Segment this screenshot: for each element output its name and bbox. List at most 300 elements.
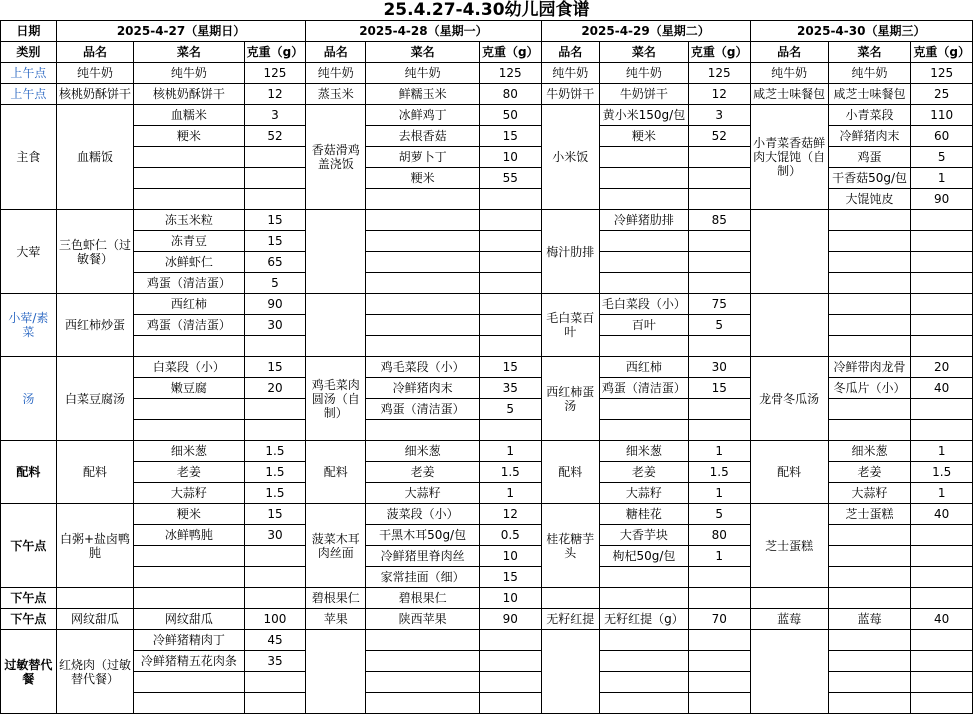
weight-cell: 5 xyxy=(911,147,973,168)
dish-cell: 蓝莓 xyxy=(750,609,828,630)
dish-cell: 小米饭 xyxy=(541,105,599,210)
ingredient-cell: 鲜糯玉米 xyxy=(366,84,480,105)
dish-cell: 龙骨冬瓜汤 xyxy=(750,357,828,441)
weight-cell xyxy=(479,294,541,315)
dish-cell xyxy=(306,630,366,714)
dish-header: 品名 xyxy=(750,42,828,63)
weight-cell xyxy=(479,336,541,357)
weight-cell xyxy=(688,672,750,693)
ingredient-cell xyxy=(599,672,688,693)
weight-cell: 10 xyxy=(479,147,541,168)
ingredient-cell xyxy=(366,336,480,357)
weight-cell xyxy=(911,231,973,252)
weight-cell xyxy=(688,588,750,609)
weight-cell: 30 xyxy=(688,357,750,378)
ingredient-header: 菜名 xyxy=(134,42,245,63)
ingredient-cell xyxy=(366,420,480,441)
ingredient-cell: 家常挂面（细） xyxy=(366,567,480,588)
weight-cell xyxy=(688,336,750,357)
ingredient-cell xyxy=(599,189,688,210)
table-row xyxy=(1,609,973,630)
weight-cell: 5 xyxy=(244,273,306,294)
ingredient-cell: 粳米 xyxy=(134,126,245,147)
dish-cell: 配料 xyxy=(56,441,133,504)
dish-cell xyxy=(750,630,828,714)
dish-cell xyxy=(541,588,599,609)
column-header-row xyxy=(1,42,973,63)
ingredient-cell xyxy=(828,567,911,588)
weight-cell xyxy=(688,168,750,189)
ingredient-cell: 陕西苹果 xyxy=(366,609,480,630)
ingredient-cell: 胡萝卜丁 xyxy=(366,147,480,168)
dish-cell: 毛白菜百叶 xyxy=(541,294,599,357)
weight-cell xyxy=(244,147,306,168)
dish-cell: 梅汁肋排 xyxy=(541,210,599,294)
ingredient-cell: 细米葱 xyxy=(599,441,688,462)
weight-cell xyxy=(688,189,750,210)
weight-cell: 12 xyxy=(688,84,750,105)
ingredient-cell xyxy=(134,588,245,609)
ingredient-cell: 细米葱 xyxy=(366,441,480,462)
weight-cell: 52 xyxy=(244,126,306,147)
ingredient-cell xyxy=(134,147,245,168)
ingredient-cell: 老姜 xyxy=(134,462,245,483)
weight-cell: 10 xyxy=(479,546,541,567)
ingredient-cell: 血糯米 xyxy=(134,105,245,126)
ingredient-cell xyxy=(828,588,911,609)
ingredient-cell: 碧根果仁 xyxy=(366,588,480,609)
weight-cell: 65 xyxy=(244,252,306,273)
dish-cell xyxy=(306,294,366,357)
weight-cell xyxy=(911,546,973,567)
weight-cell xyxy=(479,651,541,672)
ingredient-cell: 冰鲜鸭肫 xyxy=(134,525,245,546)
weight-cell xyxy=(688,252,750,273)
ingredient-cell xyxy=(828,420,911,441)
weight-cell: 10 xyxy=(479,588,541,609)
ingredient-cell: 百叶 xyxy=(599,315,688,336)
weight-cell: 125 xyxy=(479,63,541,84)
weight-header: 克重（g） xyxy=(911,42,973,63)
dish-cell: 无籽红提 xyxy=(541,609,599,630)
weight-cell xyxy=(911,294,973,315)
ingredient-cell: 西红柿 xyxy=(599,357,688,378)
weight-cell: 15 xyxy=(479,126,541,147)
ingredient-cell xyxy=(366,189,480,210)
ingredient-cell: 嫩豆腐 xyxy=(134,378,245,399)
category-cell: 下午点 xyxy=(1,609,57,630)
category-cell: 下午点 xyxy=(1,504,57,588)
ingredient-cell: 冷鲜猪肉末 xyxy=(366,378,480,399)
ingredient-header: 菜名 xyxy=(366,42,480,63)
ingredient-cell: 网纹甜瓜 xyxy=(134,609,245,630)
ingredient-cell: 咸芝士味餐包 xyxy=(828,84,911,105)
weight-cell xyxy=(244,693,306,714)
weight-cell xyxy=(479,630,541,651)
category-cell: 配料 xyxy=(1,441,57,504)
ingredient-header: 菜名 xyxy=(828,42,911,63)
table-row xyxy=(1,105,973,126)
ingredient-cell xyxy=(599,273,688,294)
weight-header: 克重（g） xyxy=(479,42,541,63)
category-cell: 大荤 xyxy=(1,210,57,294)
ingredient-cell: 大蒜籽 xyxy=(599,483,688,504)
weight-cell: 75 xyxy=(688,294,750,315)
ingredient-cell: 牛奶饼干 xyxy=(599,84,688,105)
table-row xyxy=(1,210,973,231)
menu-sheet xyxy=(0,20,973,714)
dish-cell: 西红柿蛋汤 xyxy=(541,357,599,441)
ingredient-cell: 冬瓜片（小） xyxy=(828,378,911,399)
weight-cell xyxy=(911,672,973,693)
ingredient-cell xyxy=(828,546,911,567)
date-cell: 2025-4-29（星期二） xyxy=(541,21,750,42)
ingredient-cell: 西红柿 xyxy=(134,294,245,315)
ingredient-cell xyxy=(366,252,480,273)
ingredient-cell: 细米葱 xyxy=(134,441,245,462)
weight-cell xyxy=(911,252,973,273)
category-cell: 汤 xyxy=(1,357,57,441)
weight-cell xyxy=(911,630,973,651)
weight-cell xyxy=(244,399,306,420)
weight-cell: 85 xyxy=(688,210,750,231)
weight-cell: 100 xyxy=(244,609,306,630)
weight-cell: 90 xyxy=(911,189,973,210)
date-row xyxy=(1,21,973,42)
ingredient-cell xyxy=(134,546,245,567)
ingredient-cell xyxy=(599,147,688,168)
weight-cell: 1 xyxy=(688,441,750,462)
weight-cell: 125 xyxy=(911,63,973,84)
weight-cell: 0.5 xyxy=(479,525,541,546)
weight-cell: 1 xyxy=(479,483,541,504)
category-cell: 过敏替代餐 xyxy=(1,630,57,714)
weight-cell: 35 xyxy=(244,651,306,672)
weight-cell: 15 xyxy=(244,504,306,525)
weight-cell: 90 xyxy=(479,609,541,630)
ingredient-cell xyxy=(134,693,245,714)
weight-cell: 15 xyxy=(479,357,541,378)
weight-cell: 12 xyxy=(479,504,541,525)
ingredient-cell: 纯牛奶 xyxy=(599,63,688,84)
weight-cell: 50 xyxy=(479,105,541,126)
weight-cell xyxy=(688,399,750,420)
weight-cell xyxy=(688,273,750,294)
ingredient-cell xyxy=(134,672,245,693)
ingredient-cell xyxy=(599,336,688,357)
ingredient-cell xyxy=(828,630,911,651)
weight-cell xyxy=(479,420,541,441)
table-row xyxy=(1,63,973,84)
ingredient-cell xyxy=(366,294,480,315)
weight-cell xyxy=(479,252,541,273)
dish-cell: 红烧肉（过敏替代餐） xyxy=(56,630,133,714)
ingredient-cell: 冷鲜猪里脊肉丝 xyxy=(366,546,480,567)
ingredient-cell xyxy=(366,273,480,294)
ingredient-cell xyxy=(366,651,480,672)
weight-cell: 5 xyxy=(688,315,750,336)
ingredient-cell: 老姜 xyxy=(599,462,688,483)
ingredient-cell: 糖桂花 xyxy=(599,504,688,525)
category-cell: 主食 xyxy=(1,105,57,210)
weight-cell xyxy=(688,567,750,588)
dish-cell: 网纹甜瓜 xyxy=(56,609,133,630)
ingredient-cell: 无籽红提（g） xyxy=(599,609,688,630)
table-row xyxy=(1,504,973,525)
ingredient-cell: 干香菇50g/包 xyxy=(828,168,911,189)
dish-cell: 芝士蛋糕 xyxy=(750,504,828,588)
dish-cell: 白菜豆腐汤 xyxy=(56,357,133,441)
ingredient-cell xyxy=(599,420,688,441)
dish-header: 品名 xyxy=(541,42,599,63)
dish-cell: 纯牛奶 xyxy=(306,63,366,84)
category-cell: 上午点 xyxy=(1,84,57,105)
weight-cell xyxy=(911,315,973,336)
weight-cell: 1.5 xyxy=(479,462,541,483)
weight-cell: 1.5 xyxy=(244,441,306,462)
ingredient-cell xyxy=(599,651,688,672)
ingredient-cell: 去根香菇 xyxy=(366,126,480,147)
table-row xyxy=(1,630,973,651)
ingredient-cell xyxy=(366,672,480,693)
weight-cell xyxy=(688,420,750,441)
ingredient-cell xyxy=(134,567,245,588)
weight-cell: 1.5 xyxy=(911,462,973,483)
weight-cell: 3 xyxy=(244,105,306,126)
weight-cell: 25 xyxy=(911,84,973,105)
ingredient-cell: 冷鲜猪精肉丁 xyxy=(134,630,245,651)
ingredient-cell: 毛白菜段（小） xyxy=(599,294,688,315)
weight-cell xyxy=(244,567,306,588)
ingredient-cell: 鸡蛋（清洁蛋） xyxy=(366,399,480,420)
ingredient-cell xyxy=(134,168,245,189)
ingredient-cell xyxy=(366,231,480,252)
ingredient-cell: 冷鲜猪肋排 xyxy=(599,210,688,231)
ingredient-cell: 鸡蛋（清洁蛋） xyxy=(134,315,245,336)
weight-cell: 60 xyxy=(911,126,973,147)
ingredient-cell: 冰鲜虾仁 xyxy=(134,252,245,273)
weight-cell: 55 xyxy=(479,168,541,189)
weight-cell: 3 xyxy=(688,105,750,126)
dish-cell: 配料 xyxy=(750,441,828,504)
dish-cell: 纯牛奶 xyxy=(750,63,828,84)
ingredient-cell: 枸杞50g/包 xyxy=(599,546,688,567)
dish-cell: 西红柿炒蛋 xyxy=(56,294,133,357)
table-row xyxy=(1,294,973,315)
ingredient-cell: 鸡蛋（清洁蛋） xyxy=(599,378,688,399)
weight-cell xyxy=(244,189,306,210)
weight-cell: 1 xyxy=(479,441,541,462)
dish-cell xyxy=(750,588,828,609)
weight-cell: 125 xyxy=(244,63,306,84)
ingredient-cell: 芝士蛋糕 xyxy=(828,504,911,525)
weight-cell xyxy=(479,693,541,714)
weight-cell xyxy=(911,420,973,441)
ingredient-cell xyxy=(828,252,911,273)
weight-cell xyxy=(911,567,973,588)
weight-cell: 40 xyxy=(911,378,973,399)
dish-header: 品名 xyxy=(306,42,366,63)
weight-cell: 110 xyxy=(911,105,973,126)
weight-cell xyxy=(244,672,306,693)
ingredient-cell xyxy=(828,672,911,693)
weight-cell: 1 xyxy=(688,483,750,504)
ingredient-cell xyxy=(599,567,688,588)
ingredient-cell: 纯牛奶 xyxy=(828,63,911,84)
ingredient-cell: 细米葱 xyxy=(828,441,911,462)
weight-cell xyxy=(244,546,306,567)
ingredient-cell xyxy=(366,693,480,714)
weight-cell xyxy=(911,525,973,546)
weight-cell: 1 xyxy=(911,483,973,504)
weight-cell: 40 xyxy=(911,609,973,630)
dish-cell: 血糯饭 xyxy=(56,105,133,210)
ingredient-cell xyxy=(599,588,688,609)
weight-cell xyxy=(911,651,973,672)
date-cell: 2025-4-27（星期日） xyxy=(56,21,305,42)
dish-cell xyxy=(56,588,133,609)
ingredient-cell: 老姜 xyxy=(366,462,480,483)
weight-cell xyxy=(244,420,306,441)
table-row xyxy=(1,588,973,609)
weight-cell xyxy=(911,273,973,294)
weight-cell: 15 xyxy=(244,231,306,252)
ingredient-cell xyxy=(599,630,688,651)
ingredient-cell: 大蒜籽 xyxy=(366,483,480,504)
ingredient-cell xyxy=(366,315,480,336)
ingredient-cell: 鸡毛菜段（小） xyxy=(366,357,480,378)
ingredient-cell: 冰鲜鸡丁 xyxy=(366,105,480,126)
ingredient-cell xyxy=(599,252,688,273)
weight-cell: 80 xyxy=(479,84,541,105)
ingredient-header: 菜名 xyxy=(599,42,688,63)
ingredient-cell: 鸡蛋（清洁蛋） xyxy=(134,273,245,294)
ingredient-cell: 纯牛奶 xyxy=(366,63,480,84)
dish-cell xyxy=(750,294,828,357)
weight-cell: 5 xyxy=(479,399,541,420)
date-cell: 2025-4-30（星期三） xyxy=(750,21,972,42)
menu-table xyxy=(0,20,973,714)
ingredient-cell xyxy=(828,651,911,672)
ingredient-cell: 粳米 xyxy=(366,168,480,189)
ingredient-cell xyxy=(134,420,245,441)
ingredient-cell xyxy=(134,336,245,357)
weight-cell xyxy=(911,693,973,714)
ingredient-cell: 冷鲜带肉龙骨 xyxy=(828,357,911,378)
dish-cell: 菠菜木耳肉丝面 xyxy=(306,504,366,588)
ingredient-cell: 小青菜段 xyxy=(828,105,911,126)
weight-cell: 1.5 xyxy=(244,483,306,504)
weight-cell xyxy=(911,588,973,609)
weight-cell: 35 xyxy=(479,378,541,399)
weight-cell: 30 xyxy=(244,525,306,546)
dish-cell xyxy=(306,210,366,294)
dish-cell: 配料 xyxy=(306,441,366,504)
weight-cell: 125 xyxy=(688,63,750,84)
weight-cell: 1 xyxy=(911,441,973,462)
ingredient-cell: 干黑木耳50g/包 xyxy=(366,525,480,546)
weight-cell xyxy=(479,231,541,252)
dish-cell: 纯牛奶 xyxy=(56,63,133,84)
ingredient-cell xyxy=(134,189,245,210)
ingredient-cell: 冷鲜猪精五花肉条 xyxy=(134,651,245,672)
weight-cell: 20 xyxy=(911,357,973,378)
weight-cell xyxy=(688,147,750,168)
ingredient-cell: 大蒜籽 xyxy=(134,483,245,504)
weight-cell: 52 xyxy=(688,126,750,147)
ingredient-cell: 鸡蛋 xyxy=(828,147,911,168)
ingredient-cell: 冻玉米粒 xyxy=(134,210,245,231)
ingredient-cell xyxy=(828,525,911,546)
ingredient-cell xyxy=(828,273,911,294)
dish-cell: 三色虾仁（过敏餐） xyxy=(56,210,133,294)
weight-cell xyxy=(688,651,750,672)
ingredient-cell xyxy=(366,630,480,651)
ingredient-cell: 冻青豆 xyxy=(134,231,245,252)
weight-cell xyxy=(479,189,541,210)
dish-cell: 鸡毛菜肉圆汤（自制） xyxy=(306,357,366,441)
dish-cell: 小青菜香菇鲜肉大馄饨（自制） xyxy=(750,105,828,210)
weight-cell: 15 xyxy=(244,357,306,378)
weight-cell xyxy=(911,399,973,420)
date-label: 日期 xyxy=(1,21,57,42)
ingredient-cell: 粳米 xyxy=(134,504,245,525)
dish-cell: 纯牛奶 xyxy=(541,63,599,84)
ingredient-cell xyxy=(828,315,911,336)
weight-cell: 30 xyxy=(244,315,306,336)
weight-cell xyxy=(479,210,541,231)
dish-cell: 核桃奶酥饼干 xyxy=(56,84,133,105)
dish-header: 品名 xyxy=(56,42,133,63)
category-cell: 上午点 xyxy=(1,63,57,84)
weight-cell xyxy=(688,630,750,651)
ingredient-cell: 核桃奶酥饼干 xyxy=(134,84,245,105)
ingredient-cell: 白菜段（小） xyxy=(134,357,245,378)
ingredient-cell: 大蒜籽 xyxy=(828,483,911,504)
date-cell: 2025-4-28（星期一） xyxy=(306,21,541,42)
weight-cell xyxy=(244,168,306,189)
ingredient-cell xyxy=(599,399,688,420)
ingredient-cell: 黄小米150g/包 xyxy=(599,105,688,126)
weight-cell xyxy=(911,336,973,357)
weight-cell: 1 xyxy=(911,168,973,189)
weight-header: 克重（g） xyxy=(244,42,306,63)
weight-cell: 45 xyxy=(244,630,306,651)
dish-cell: 桂花糖芋头 xyxy=(541,504,599,588)
weight-cell: 20 xyxy=(244,378,306,399)
weight-cell: 12 xyxy=(244,84,306,105)
ingredient-cell: 蓝莓 xyxy=(828,609,911,630)
dish-cell: 苹果 xyxy=(306,609,366,630)
dish-cell: 白粥+盐卤鸭肫 xyxy=(56,504,133,588)
dish-cell: 咸芝士味餐包 xyxy=(750,84,828,105)
ingredient-cell xyxy=(599,693,688,714)
page-title: 25.4.27-4.30幼儿园食谱 xyxy=(383,0,590,20)
category-cell: 小荤/素菜 xyxy=(1,294,57,357)
ingredient-cell xyxy=(828,399,911,420)
weight-cell xyxy=(688,693,750,714)
ingredient-cell xyxy=(828,231,911,252)
weight-cell xyxy=(911,210,973,231)
weight-cell xyxy=(688,231,750,252)
weight-cell: 1.5 xyxy=(244,462,306,483)
ingredient-cell xyxy=(828,294,911,315)
weight-cell: 15 xyxy=(244,210,306,231)
weight-cell xyxy=(479,315,541,336)
weight-cell xyxy=(244,336,306,357)
ingredient-cell: 老姜 xyxy=(828,462,911,483)
ingredient-cell: 大馄饨皮 xyxy=(828,189,911,210)
